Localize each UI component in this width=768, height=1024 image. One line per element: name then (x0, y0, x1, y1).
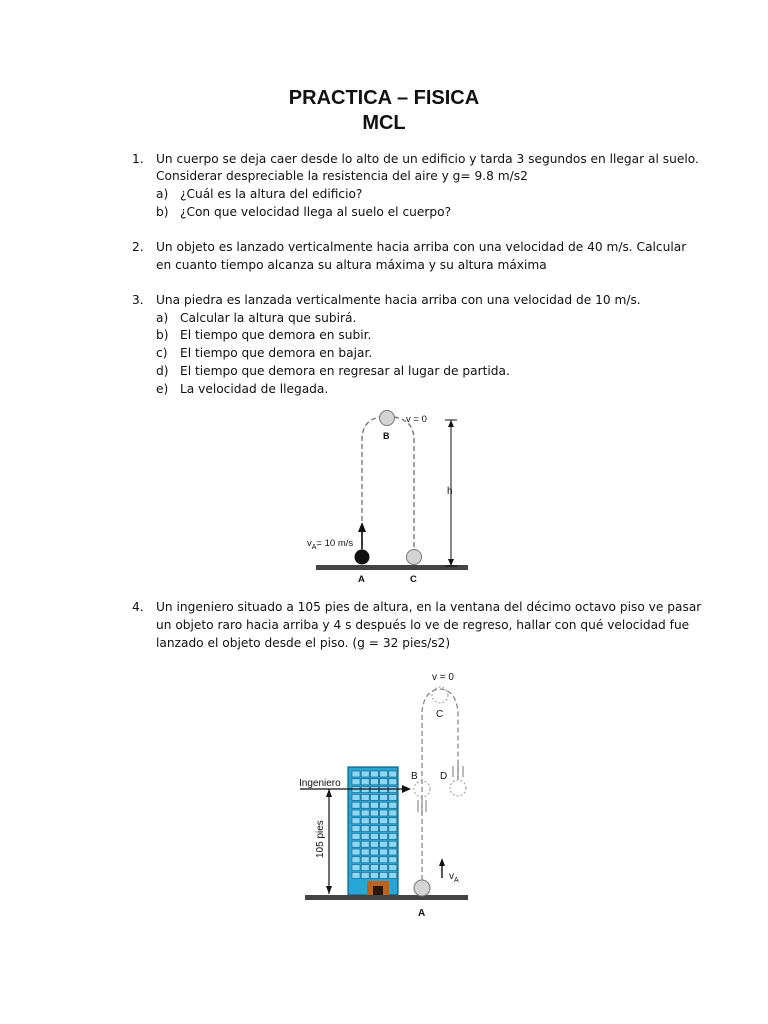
building-window (370, 818, 378, 824)
problem-3-item-b-label: b) (156, 328, 169, 342)
building-window (361, 865, 369, 871)
building-window (389, 857, 397, 863)
building-window (352, 794, 360, 800)
building-window (389, 794, 397, 800)
building-window (389, 826, 397, 832)
problem-3-item-c-text: El tiempo que demora en bajar. (180, 346, 373, 360)
building-window (352, 865, 360, 871)
building-window (361, 857, 369, 863)
label-va-sub: A (311, 544, 317, 551)
problem-3-item-d-label: d) (156, 364, 169, 378)
problem-1-item-b-text: ¿Con que velocidad llega al suelo el cuerpo? (180, 205, 452, 219)
label-point-c: C (436, 709, 444, 720)
building-window (370, 872, 378, 878)
building-window (352, 849, 360, 855)
problem-2-number: 2. (132, 240, 144, 254)
building-window (389, 810, 397, 816)
building-window (380, 810, 388, 816)
building-window (352, 857, 360, 863)
building-window (389, 771, 397, 777)
label-va-value: = 10 m/s (316, 538, 354, 549)
building-window (380, 794, 388, 800)
building-window (380, 865, 388, 871)
label-va-sub: A (454, 877, 459, 884)
ground (305, 895, 468, 900)
building-window (361, 841, 369, 847)
building-window (380, 833, 388, 839)
building-window (352, 818, 360, 824)
building-window (380, 779, 388, 785)
velocity-arrowhead (439, 858, 445, 866)
building-window (380, 802, 388, 808)
building-window (380, 849, 388, 855)
problem-3-item-a-text: Calcular la altura que subirá. (180, 311, 357, 325)
building-window (361, 849, 369, 855)
building-window (389, 779, 397, 785)
building-window (389, 865, 397, 871)
building-window (352, 810, 360, 816)
problem-3-item-e-text: La velocidad de llegada. (180, 382, 329, 396)
building-window (352, 872, 360, 878)
problem-1-line-2: Considerar despreciable la resistencia del aire y g= 9.8 m/s2 (156, 169, 528, 183)
building-window (361, 872, 369, 878)
building-window (389, 872, 397, 878)
svg-text:vA (449, 871, 459, 884)
problem-1-line-1: Un cuerpo se deja caer desde lo alto de un edificio y tarda 3 segundos en llegar al suelo. (156, 152, 699, 166)
building-window (380, 872, 388, 878)
building-window (370, 826, 378, 832)
building-window (352, 826, 360, 832)
label-v-zero: v = 0 (406, 414, 427, 425)
label-height-h: h (447, 486, 453, 497)
building-window (370, 857, 378, 863)
label-v-zero: v = 0 (432, 672, 454, 683)
ball-d-dashed (450, 780, 466, 796)
problem-3-item-b-text: El tiempo que demora en subir. (180, 328, 372, 342)
building-window (370, 849, 378, 855)
building-window (370, 833, 378, 839)
building-window (370, 802, 378, 808)
problem-2-line-2: en cuanto tiempo alcanza su altura máxima y su altura máxima (156, 258, 547, 272)
building (348, 767, 398, 896)
building-window (370, 841, 378, 847)
building-window (380, 841, 388, 847)
building-window (361, 794, 369, 800)
label-point-a: A (418, 908, 426, 919)
building-window (370, 779, 378, 785)
problem-4-number: 4. (132, 600, 144, 614)
building-window (370, 865, 378, 871)
building-window (380, 857, 388, 863)
label-engineer: Ingeniero (299, 778, 341, 789)
building-window (361, 810, 369, 816)
building-window (380, 826, 388, 832)
problem-3-line-1: Una piedra es lanzada verticalmente hacia arriba con una velocidad de 10 m/s. (156, 293, 641, 307)
label-va-prefix: v (449, 871, 454, 882)
label-point-b: B (383, 431, 390, 441)
building-window (389, 841, 397, 847)
building-window (361, 779, 369, 785)
building-window (380, 771, 388, 777)
building-window (370, 810, 378, 816)
building-window (370, 794, 378, 800)
problem-4-line-1: Un ingeniero situado a 105 pies de altura, en la ventana del décimo octavo piso ve pasar (156, 600, 702, 614)
problem-3-number: 3. (132, 293, 144, 307)
page-subtitle: MCL (362, 112, 406, 134)
building-window (361, 826, 369, 832)
problem-1-item-b-label: b) (156, 205, 169, 219)
motion-lines-b (418, 800, 426, 814)
problem-3-item-c-label: c) (156, 346, 168, 360)
label-height-105: 105 pies (315, 820, 326, 858)
building-window (380, 818, 388, 824)
problem-1-item-a-text: ¿Cuál es la altura del edificio? (180, 187, 363, 201)
engineer-arrowhead (402, 785, 411, 793)
problem-3-item-e-label: e) (156, 382, 169, 396)
building-window (370, 771, 378, 777)
building-window (352, 771, 360, 777)
label-point-d: D (440, 771, 448, 782)
building-window (352, 802, 360, 808)
building-window (361, 818, 369, 824)
building-window (389, 849, 397, 855)
building-window (389, 833, 397, 839)
building-window (352, 833, 360, 839)
building-window (361, 833, 369, 839)
label-point-c: C (410, 574, 417, 585)
building-window (389, 802, 397, 808)
building-window (361, 802, 369, 808)
building-window (389, 818, 397, 824)
motion-lines-d (453, 764, 463, 778)
page-title: PRACTICA – FISICA (288, 87, 480, 109)
building-window (352, 841, 360, 847)
ball-a (414, 880, 430, 896)
label-va-prefix: v (307, 538, 312, 549)
building-window (361, 771, 369, 777)
problem-2-line-1: Un objeto es lanzado verticalmente hacia arriba con una velocidad de 40 m/s. Calcular (156, 240, 687, 254)
problem-1-item-a-label: a) (156, 187, 169, 201)
label-point-b: B (411, 771, 418, 782)
problem-4-line-2: un objeto raro hacia arriba y 4 s después lo ve de regreso, hallar con qué velocidad fue (156, 618, 690, 632)
label-point-a: A (358, 574, 365, 585)
problem-3-item-d-text: El tiempo que demora en regresar al lugar de partida. (180, 364, 510, 378)
problem-1-number: 1. (132, 152, 144, 166)
problem-4-line-3: lanzado el objeto desde el piso. (g = 32 pies/s2) (156, 636, 451, 650)
building-window (352, 779, 360, 785)
problem-3-item-a-label: a) (156, 311, 169, 325)
